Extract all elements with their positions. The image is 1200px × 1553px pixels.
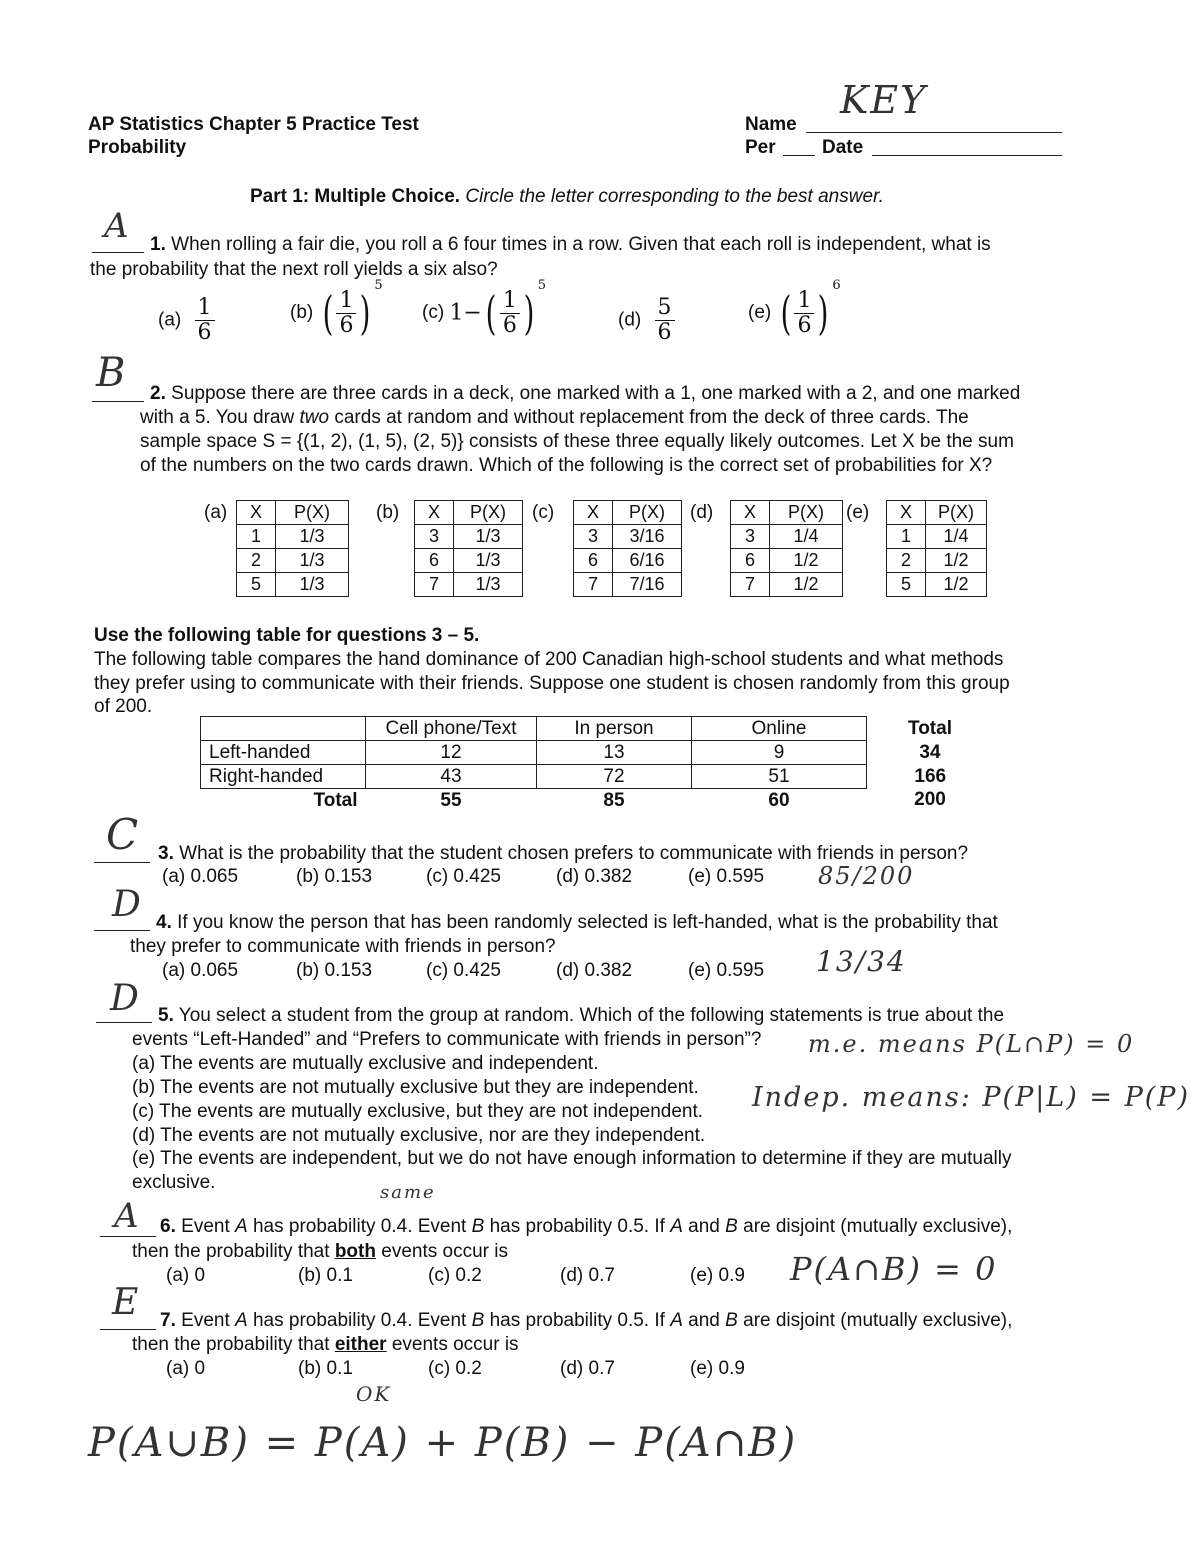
q1-choice-b-fraction bbox=[336, 289, 356, 338]
q6-text bbox=[160, 1216, 1012, 1238]
q1-choice-a-label: (a) bbox=[158, 309, 182, 331]
q1-answer: A bbox=[104, 206, 131, 246]
q7-text-part: has probability 0.5. If bbox=[484, 1310, 671, 1331]
col-header-online: Online bbox=[692, 717, 867, 741]
q6-handwritten-small: same bbox=[380, 1182, 436, 1203]
q6-handwritten-note: P(A∩B) = 0 bbox=[790, 1250, 998, 1288]
q2-table-e bbox=[886, 500, 987, 597]
q2-line3: sample space S = {(1, 2), (1, 5), (2, 5)} consists of these three equally likely outcomes. Let X be the sum bbox=[140, 431, 1014, 452]
table-cell: 1/3 bbox=[276, 573, 349, 597]
part1-heading-italic: Circle the letter corresponding to the best answer. bbox=[465, 186, 884, 207]
q3-choice-b[interactable]: (b) 0.153 bbox=[296, 866, 373, 887]
q7-event-b: B bbox=[725, 1310, 738, 1331]
q6-number: 6. bbox=[160, 1216, 176, 1237]
table-corner-cell bbox=[201, 717, 366, 741]
q6-event-a: A bbox=[235, 1216, 248, 1237]
q5-option-e-line2: exclusive. bbox=[132, 1172, 216, 1193]
q7-text-line2 bbox=[132, 1334, 519, 1356]
table-header-x: X bbox=[237, 501, 276, 525]
intro35-line2: they prefer using to communicate with their friends. Suppose one student is chosen randomly from this group bbox=[94, 673, 1010, 694]
table-cell: 7 bbox=[415, 573, 454, 597]
q2-answer: B bbox=[96, 350, 128, 396]
q5-text-line1: You select a student from the group at random. Which of the following statements is true about the bbox=[178, 1005, 1005, 1026]
q3-answer-blank[interactable] bbox=[94, 862, 150, 863]
table-cell: 2 bbox=[237, 549, 276, 573]
q7-text-part: Event bbox=[181, 1310, 236, 1331]
table-cell: 13 bbox=[537, 741, 692, 765]
q6-line2-part1: then the probability that bbox=[132, 1241, 335, 1262]
table-cell: 1/3 bbox=[454, 549, 523, 573]
fraction-numerator: 1 bbox=[336, 289, 356, 314]
table-row bbox=[201, 765, 994, 789]
q6-text-part: Event bbox=[181, 1216, 236, 1237]
q1-choice-c-fraction bbox=[500, 289, 520, 338]
q7-line2-emphasis: either bbox=[334, 1334, 387, 1355]
q2-table-b bbox=[414, 500, 523, 597]
q7-line2-part1: then the probability that bbox=[132, 1334, 335, 1355]
part1-heading-bold: Part 1: Multiple Choice. bbox=[250, 186, 461, 207]
table-cell: 1/4 bbox=[926, 525, 987, 549]
q2-table-a bbox=[236, 500, 349, 597]
q7-event-b: B bbox=[471, 1310, 485, 1331]
q2-line4: of the numbers on the two cards drawn. Which of the following is the correct set of probabilities for X? bbox=[140, 455, 993, 476]
q2-table-d-label[interactable]: (d) bbox=[690, 502, 714, 523]
table-cell: 9 bbox=[692, 741, 867, 765]
q3-choice-e[interactable]: (e) 0.595 bbox=[688, 866, 765, 887]
table-cell: 2 bbox=[887, 549, 926, 573]
q3-text-line1: What is the probability that the student chosen prefers to communicate with friends in person? bbox=[179, 843, 969, 864]
q2-text-line1: Suppose there are three cards in a deck, one marked with a 1, one marked with a 2, and one marked bbox=[171, 383, 1021, 404]
q7-line2-part2: events occur is bbox=[386, 1334, 519, 1355]
q1-number: 1. bbox=[150, 234, 166, 255]
q6-event-a: A bbox=[670, 1216, 683, 1237]
table-cell: 1 bbox=[887, 525, 926, 549]
q2-number: 2. bbox=[150, 383, 166, 404]
q7-event-a: A bbox=[670, 1310, 683, 1331]
part1-heading bbox=[250, 186, 884, 208]
period-label: Per bbox=[745, 137, 776, 158]
q6-choice-d[interactable]: (d) 0.7 bbox=[560, 1265, 615, 1286]
q3-choice-d[interactable]: (d) 0.382 bbox=[556, 866, 633, 887]
q1-choice-b[interactable]: (b) ( $\frac{1}{6}$ )$^5$ bbox=[290, 278, 383, 340]
q5-option-c[interactable]: (c) The events are mutually exclusive, but they are not independent. bbox=[132, 1101, 704, 1122]
q1-choice-d-fraction bbox=[655, 296, 675, 345]
q1-choice-d[interactable] bbox=[618, 296, 675, 345]
q2-table-c bbox=[573, 500, 682, 597]
table-header-px: P(X) bbox=[276, 501, 349, 525]
date-blank bbox=[872, 155, 1062, 156]
row-label-left-handed: Left-handed bbox=[201, 741, 366, 765]
q2-table-a-label[interactable]: (a) bbox=[204, 502, 228, 523]
q3-choice-c[interactable]: (c) 0.425 bbox=[426, 866, 501, 887]
fraction-denominator: 6 bbox=[339, 312, 354, 338]
q5-text-line2: events “Left-Handed” and “Prefers to communicate with friends in person”? bbox=[132, 1029, 762, 1050]
period-blank bbox=[783, 155, 815, 156]
q7-text-part: are disjoint (mutually exclusive), bbox=[737, 1310, 1013, 1331]
q7-text-part: has probability 0.4. Event bbox=[247, 1310, 472, 1331]
q6-choice-a[interactable]: (a) 0 bbox=[166, 1265, 206, 1286]
q7-number: 7. bbox=[160, 1310, 176, 1331]
q3-choice-a[interactable]: (a) 0.065 bbox=[162, 866, 239, 887]
table-cell: 6 bbox=[415, 549, 454, 573]
q2-line2-part2: cards at random and without replacement from the deck of three cards. The bbox=[329, 407, 969, 428]
col-header-cell-phone: Cell phone/Text bbox=[366, 717, 537, 741]
q1-choice-b-label: (b) bbox=[290, 302, 314, 323]
table-cell: 1/2 bbox=[926, 549, 987, 573]
q4-text bbox=[156, 912, 998, 934]
q4-choice-b[interactable]: (b) 0.153 bbox=[296, 960, 373, 981]
q2-line2 bbox=[140, 407, 969, 429]
table-header-px: P(X) bbox=[454, 501, 523, 525]
table-cell: 1/4 bbox=[770, 525, 843, 549]
q4-answer: D bbox=[112, 884, 143, 925]
q1-text-line1: When rolling a fair die, you roll a 6 four times in a row. Given that each roll is independent, what is bbox=[171, 234, 991, 255]
q6-choice-c[interactable]: (c) 0.2 bbox=[428, 1265, 482, 1286]
q5-handwritten-note-2: Indep. means: P(P|L) = P(P) bbox=[752, 1082, 1190, 1113]
table-cell: 5 bbox=[887, 573, 926, 597]
q6-text-part: are disjoint (mutually exclusive), bbox=[737, 1216, 1013, 1237]
q2-table-d bbox=[730, 500, 843, 597]
worksheet-subtitle: Probability bbox=[88, 137, 187, 158]
q6-line2-emphasis: both bbox=[334, 1241, 376, 1262]
q5-option-a[interactable]: (a) The events are mutually exclusive and independent. bbox=[132, 1053, 599, 1074]
q3-answer: C bbox=[106, 810, 141, 859]
q7-text-part: and bbox=[682, 1310, 726, 1331]
q1-choice-a[interactable] bbox=[158, 296, 215, 345]
q3-number: 3. bbox=[158, 843, 174, 864]
table-cell: 3 bbox=[731, 525, 770, 549]
name-label: Name bbox=[745, 114, 797, 135]
q4-text-line1: If you know the person that has been randomly selected is left-handed, what is the probability that bbox=[177, 912, 998, 933]
q6-text-line2 bbox=[132, 1241, 508, 1263]
table-cell: 1/2 bbox=[770, 573, 843, 597]
q2-line2-part1: with a 5. You draw bbox=[140, 407, 300, 428]
q6-choice-b[interactable]: (b) 0.1 bbox=[298, 1265, 353, 1286]
table-cell: 6 bbox=[731, 549, 770, 573]
q1-text-line2: the probability that the next roll yields a six also? bbox=[90, 259, 498, 280]
handwritten-union-formula: P(A∪B) = P(A) + P(B) − P(A∩B) bbox=[88, 1420, 798, 1466]
q5-answer: D bbox=[110, 978, 141, 1019]
col-header-total: Total bbox=[908, 717, 952, 739]
table-cell-total: 166 bbox=[914, 765, 947, 787]
q6-text-part: has probability 0.4. Event bbox=[247, 1216, 472, 1237]
q3-handwritten-note: 85/200 bbox=[818, 862, 915, 890]
q1-choice-e[interactable]: (e) ( $\frac{1}{6}$ )$^6$ bbox=[748, 278, 841, 340]
q7-answer: E bbox=[112, 1282, 141, 1323]
table-cell: 5 bbox=[237, 573, 276, 597]
table-header-px: P(X) bbox=[926, 501, 987, 525]
table-cell: 51 bbox=[692, 765, 867, 789]
q5-option-d[interactable]: (d) The events are not mutually exclusive, nor are they independent. bbox=[132, 1125, 706, 1146]
q4-choice-e[interactable]: (e) 0.595 bbox=[688, 960, 765, 981]
q1-choice-e-fraction bbox=[794, 289, 814, 338]
row-label-total: Total bbox=[313, 789, 358, 811]
q6-line2-part2: events occur is bbox=[375, 1241, 508, 1262]
fraction-denominator: 6 bbox=[197, 320, 212, 345]
q7-answer-blank[interactable] bbox=[100, 1329, 156, 1330]
table-header-px: P(X) bbox=[770, 501, 843, 525]
q5-number: 5. bbox=[158, 1005, 174, 1026]
q6-choice-e[interactable]: (e) 0.9 bbox=[690, 1265, 745, 1286]
table-cell: 7 bbox=[574, 573, 613, 597]
fraction-numerator: 1 bbox=[195, 296, 215, 321]
table-cell: 6 bbox=[574, 549, 613, 573]
name-blank bbox=[806, 132, 1062, 133]
q2-line1 bbox=[150, 383, 1020, 405]
exponent: 5 bbox=[374, 278, 383, 293]
q7-choice-b[interactable]: (b) 0.1 bbox=[298, 1358, 353, 1379]
q6-text-part: has probability 0.5. If bbox=[484, 1216, 671, 1237]
table-cell: 72 bbox=[537, 765, 692, 789]
q4-answer-blank[interactable] bbox=[94, 930, 150, 931]
q4-choice-a[interactable]: (a) 0.065 bbox=[162, 960, 239, 981]
table-cell: 1/3 bbox=[276, 549, 349, 573]
q5-option-e[interactable]: (e) The events are independent, but we do not have enough information to determine if they are mutually bbox=[132, 1148, 1012, 1169]
fraction-denominator: 6 bbox=[502, 312, 517, 338]
table-cell-total: 34 bbox=[919, 741, 941, 763]
table-row bbox=[201, 741, 994, 765]
q6-text-part: and bbox=[682, 1216, 726, 1237]
table-cell: 1/2 bbox=[770, 549, 843, 573]
table-cell-total: 60 bbox=[768, 789, 790, 811]
q7-text bbox=[160, 1310, 1012, 1332]
q2-line2-italic: two bbox=[299, 407, 330, 428]
q7-choice-e[interactable]: (e) 0.9 bbox=[690, 1358, 745, 1379]
table-cell: 1 bbox=[237, 525, 276, 549]
q6-event-b: B bbox=[725, 1216, 738, 1237]
table-cell: 1/3 bbox=[454, 525, 523, 549]
table-cell-total: 85 bbox=[603, 789, 625, 811]
q1-text bbox=[150, 234, 991, 256]
q4-choice-d[interactable]: (d) 0.382 bbox=[556, 960, 633, 981]
contingency-table bbox=[200, 716, 994, 812]
fraction-denominator: 6 bbox=[797, 312, 812, 338]
table-header-x: X bbox=[415, 501, 454, 525]
table-header-x: X bbox=[574, 501, 613, 525]
q5-text bbox=[158, 1005, 1004, 1027]
q6-answer: A bbox=[114, 1196, 141, 1236]
exponent: 5 bbox=[537, 278, 547, 293]
intro35-line3: of 200. bbox=[94, 696, 153, 717]
date-label: Date bbox=[822, 137, 864, 158]
q4-number: 4. bbox=[156, 912, 172, 933]
table-cell: 3/16 bbox=[613, 525, 682, 549]
fraction-denominator: 6 bbox=[657, 320, 672, 345]
q7-handwritten-ok: OK bbox=[356, 1382, 392, 1406]
q7-choice-d[interactable]: (d) 0.7 bbox=[560, 1358, 615, 1379]
fraction-numerator: 1 bbox=[500, 289, 520, 314]
q7-event-a: A bbox=[235, 1310, 248, 1331]
q7-choice-a[interactable]: (a) 0 bbox=[166, 1358, 206, 1379]
table-cell: 3 bbox=[415, 525, 454, 549]
table-cell: 3 bbox=[574, 525, 613, 549]
q5-handwritten-note-1: m.e. means P(L∩P) = 0 bbox=[808, 1030, 1135, 1058]
intro35-heading: Use the following table for questions 3 – 5. bbox=[94, 625, 480, 646]
exponent: 6 bbox=[832, 278, 841, 293]
table-cell: 12 bbox=[366, 741, 537, 765]
table-header-px: P(X) bbox=[613, 501, 682, 525]
q2-table-c-label[interactable]: (c) bbox=[532, 502, 555, 523]
q1-choice-d-label: (d) bbox=[618, 309, 642, 331]
q2-table-b-label[interactable]: (b) bbox=[376, 502, 400, 523]
q1-choice-c-label: (c) bbox=[422, 302, 445, 323]
table-cell: 1/2 bbox=[926, 573, 987, 597]
table-cell: 1/3 bbox=[454, 573, 523, 597]
q5-answer-blank[interactable] bbox=[96, 1022, 152, 1023]
table-row bbox=[201, 789, 994, 813]
fraction-numerator: 1 bbox=[794, 289, 814, 314]
table-cell: 7/16 bbox=[613, 573, 682, 597]
table-cell: 6/16 bbox=[613, 549, 682, 573]
table-cell-total: 55 bbox=[440, 789, 462, 811]
table-cell: 7 bbox=[731, 573, 770, 597]
q1-answer-blank[interactable] bbox=[92, 252, 144, 253]
q2-answer-blank[interactable] bbox=[92, 401, 144, 402]
table-cell: 43 bbox=[366, 765, 537, 789]
q1-choice-e-label: (e) bbox=[748, 302, 772, 323]
intro35-line1: The following table compares the hand dominance of 200 Canadian high-school students and what methods bbox=[94, 649, 1004, 670]
q6-answer-blank[interactable] bbox=[100, 1236, 156, 1237]
q4-choice-c[interactable]: (c) 0.425 bbox=[426, 960, 501, 981]
table-header-x: X bbox=[731, 501, 770, 525]
col-header-in-person: In person bbox=[537, 717, 692, 741]
q1-choice-c-prefix: 1− bbox=[449, 300, 482, 326]
q4-handwritten-note: 13/34 bbox=[816, 945, 907, 978]
table-cell: 1/3 bbox=[276, 525, 349, 549]
q2-table-e-label[interactable]: (e) bbox=[846, 502, 870, 523]
q1-choice-a-fraction bbox=[195, 296, 215, 345]
fraction-numerator: 5 bbox=[655, 296, 675, 321]
table-header-x: X bbox=[887, 501, 926, 525]
q4-text-line2: they prefer to communicate with friends in person? bbox=[130, 936, 556, 957]
q5-option-b[interactable]: (b) The events are not mutually exclusive but they are independent. bbox=[132, 1077, 699, 1098]
row-label-right-handed: Right-handed bbox=[201, 765, 366, 789]
table-cell-total: 200 bbox=[914, 789, 946, 811]
worksheet-title: AP Statistics Chapter 5 Practice Test bbox=[88, 114, 419, 135]
name-handwritten: KEY bbox=[840, 78, 928, 122]
q1-choice-c[interactable]: (c) 1−( $\frac{1}{6}$ )$^5$ bbox=[422, 278, 547, 340]
q6-event-b: B bbox=[471, 1216, 485, 1237]
q7-choice-c[interactable]: (c) 0.2 bbox=[428, 1358, 482, 1379]
